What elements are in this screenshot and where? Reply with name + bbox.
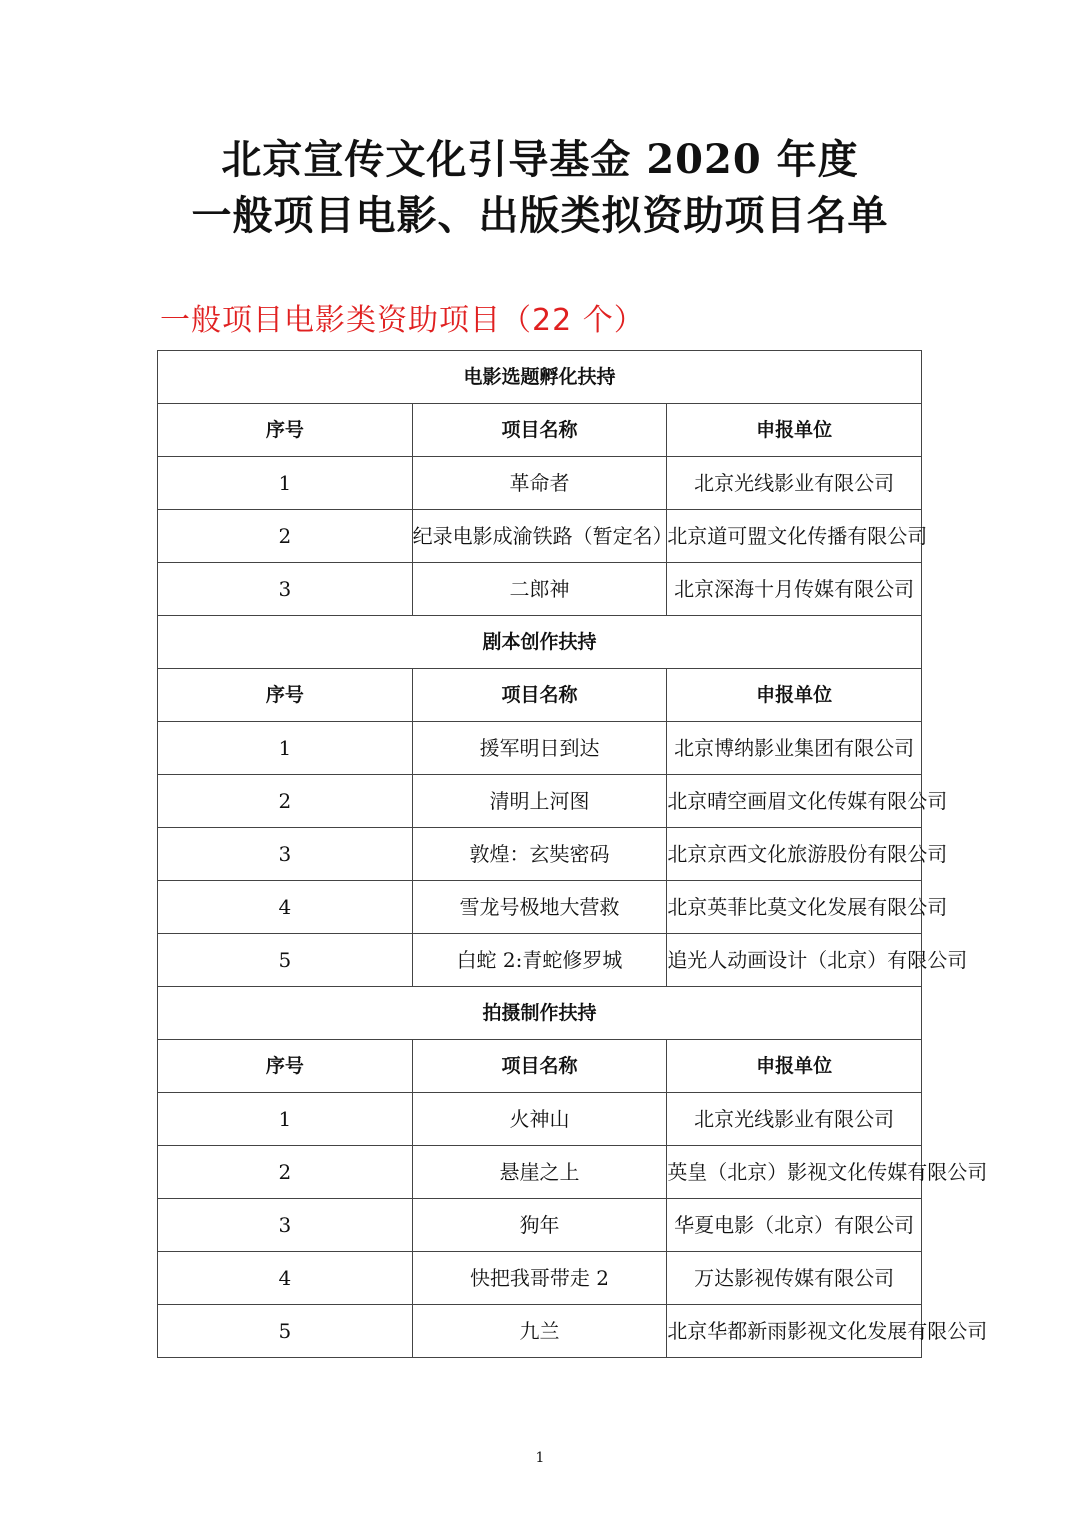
table-cell-col-number: 2 xyxy=(158,510,413,563)
table-cell-col-applicant: 万达影视传媒有限公司 xyxy=(667,1252,922,1305)
table-row xyxy=(158,1146,922,1199)
table-cell-col-project-name: 白蛇 2:青蛇修罗城 xyxy=(412,934,667,987)
section-title: 拍摄制作扶持 xyxy=(158,987,922,1040)
column-header-col-project-name: 项目名称 xyxy=(412,669,667,722)
section-row xyxy=(158,616,922,669)
table-cell-col-applicant: 追光人动画设计（北京）有限公司 xyxy=(667,934,922,987)
table-cell-col-applicant: 北京英菲比莫文化发展有限公司 xyxy=(667,881,922,934)
table-cell-col-number: 4 xyxy=(158,1252,413,1305)
table-cell-col-number: 1 xyxy=(158,1093,413,1146)
section-title: 电影选题孵化扶持 xyxy=(158,351,922,404)
table-cell-col-number: 3 xyxy=(158,1199,413,1252)
column-header-col-applicant: 申报单位 xyxy=(667,1040,922,1093)
table-cell-col-project-name: 火神山 xyxy=(412,1093,667,1146)
column-header-col-number: 序号 xyxy=(158,404,413,457)
table-cell-col-applicant: 北京晴空画眉文化传媒有限公司 xyxy=(667,775,922,828)
table-cell-col-project-name: 快把我哥带走 2 xyxy=(412,1252,667,1305)
table-cell-col-project-name: 援军明日到达 xyxy=(412,722,667,775)
table-cell-col-applicant: 北京深海十月传媒有限公司 xyxy=(667,563,922,616)
table-row xyxy=(158,1199,922,1252)
table-cell-col-project-name: 清明上河图 xyxy=(412,775,667,828)
table-row xyxy=(158,1093,922,1146)
column-header-col-applicant: 申报单位 xyxy=(667,669,922,722)
document-title-line-2: 一般项目电影、出版类拟资助项目名单 xyxy=(191,192,889,239)
table-cell-col-project-name: 纪录电影成渝铁路（暂定名） xyxy=(412,510,667,563)
section-row xyxy=(158,987,922,1040)
table-cell-col-applicant: 北京光线影业有限公司 xyxy=(667,457,922,510)
table-row xyxy=(158,563,922,616)
table-cell-col-applicant: 北京华都新雨影视文化发展有限公司 xyxy=(667,1305,922,1358)
table-cell-col-applicant: 华夏电影（北京）有限公司 xyxy=(667,1199,922,1252)
table-cell-col-number: 4 xyxy=(158,881,413,934)
table-cell-col-number: 5 xyxy=(158,1305,413,1358)
table-cell-col-applicant: 北京道可盟文化传播有限公司 xyxy=(667,510,922,563)
page-number: 1 xyxy=(535,1450,545,1466)
section-subheading: 一般项目电影类资助项目（22 个） xyxy=(160,303,645,338)
table-cell-col-number: 5 xyxy=(158,934,413,987)
table-cell-col-number: 2 xyxy=(158,1146,413,1199)
table-cell-col-applicant: 北京博纳影业集团有限公司 xyxy=(667,722,922,775)
table-row xyxy=(158,934,922,987)
column-header-col-project-name: 项目名称 xyxy=(412,404,667,457)
table-cell-col-project-name: 二郎神 xyxy=(412,563,667,616)
table-row xyxy=(158,722,922,775)
table-cell-col-project-name: 悬崖之上 xyxy=(412,1146,667,1199)
section-title: 剧本创作扶持 xyxy=(158,616,922,669)
funding-projects-table xyxy=(157,350,988,1358)
table-row xyxy=(158,1252,922,1305)
column-header-row xyxy=(158,669,922,722)
table-row xyxy=(158,457,922,510)
table-row xyxy=(158,775,922,828)
table-cell-col-applicant: 英皇（北京）影视文化传媒有限公司 xyxy=(667,1146,922,1199)
table-cell-col-applicant: 北京京西文化旅游股份有限公司 xyxy=(667,828,922,881)
table-row xyxy=(158,828,922,881)
document-title-line-1: 北京宣传文化引导基金 2020 年度 xyxy=(221,136,859,183)
column-header-row xyxy=(158,404,922,457)
table-cell-col-project-name: 狗年 xyxy=(412,1199,667,1252)
table-cell-col-applicant: 北京光线影业有限公司 xyxy=(667,1093,922,1146)
table-row xyxy=(158,1305,922,1358)
table-cell-col-number: 1 xyxy=(158,457,413,510)
column-header-row xyxy=(158,1040,922,1093)
table-cell-col-number: 2 xyxy=(158,775,413,828)
table-cell-col-number: 1 xyxy=(158,722,413,775)
table-cell-col-project-name: 雪龙号极地大营救 xyxy=(412,881,667,934)
table-cell-col-project-name: 敦煌：玄奘密码 xyxy=(412,828,667,881)
column-header-col-project-name: 项目名称 xyxy=(412,1040,667,1093)
table-cell-col-project-name: 革命者 xyxy=(412,457,667,510)
section-row xyxy=(158,351,922,404)
column-header-col-applicant: 申报单位 xyxy=(667,404,922,457)
table-cell-col-project-name: 九兰 xyxy=(412,1305,667,1358)
column-header-col-number: 序号 xyxy=(158,1040,413,1093)
table-row xyxy=(158,510,922,563)
table-cell-col-number: 3 xyxy=(158,563,413,616)
table-cell-col-number: 3 xyxy=(158,828,413,881)
table-row xyxy=(158,881,922,934)
column-header-col-number: 序号 xyxy=(158,669,413,722)
